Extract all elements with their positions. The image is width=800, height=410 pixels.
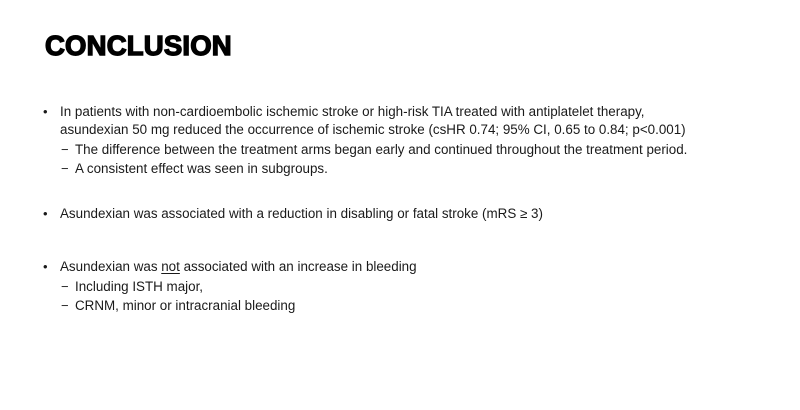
bullet-3-sub-1: Including ISTH major, — [75, 279, 204, 294]
bullet-3-text-before: Asundexian was — [60, 259, 162, 274]
sub-bullet-marker: − — [61, 279, 69, 294]
bullet-1-sub-1: The difference between the treatment arms began early and continued throughout the treatment period. — [75, 142, 688, 157]
bullet-3-text-after: associated with an increase in bleeding — [179, 259, 417, 274]
bullet-marker: • — [43, 206, 48, 221]
bullet-3-line-1 — [60, 259, 417, 275]
bullet-3-underlined-not: not — [161, 259, 180, 274]
bullet-1-line-1: In patients with non-cardioembolic ischemic stroke or high-risk TIA treated with antiplatelet therapy, — [60, 104, 645, 119]
bullet-1-sub-2: A consistent effect was seen in subgroups. — [75, 161, 328, 176]
sub-bullet-marker: − — [61, 142, 69, 157]
bullet-marker: • — [43, 104, 48, 119]
slide-title: CONCLUSION — [45, 30, 232, 61]
sub-bullet-marker: − — [61, 298, 69, 313]
bullet-marker: • — [43, 259, 48, 274]
sub-bullet-marker: − — [61, 161, 69, 176]
bullet-1-line-2: asundexian 50 mg reduced the occurrence of ischemic stroke (csHR 0.74; 95% CI, 0.65 to 0.84; p<0.001) — [60, 122, 686, 137]
bullet-2-line-1: Asundexian was associated with a reduction in disabling or fatal stroke (mRS ≥ 3) — [60, 206, 543, 221]
bullet-3-sub-2: CRNM, minor or intracranial bleeding — [75, 298, 296, 313]
